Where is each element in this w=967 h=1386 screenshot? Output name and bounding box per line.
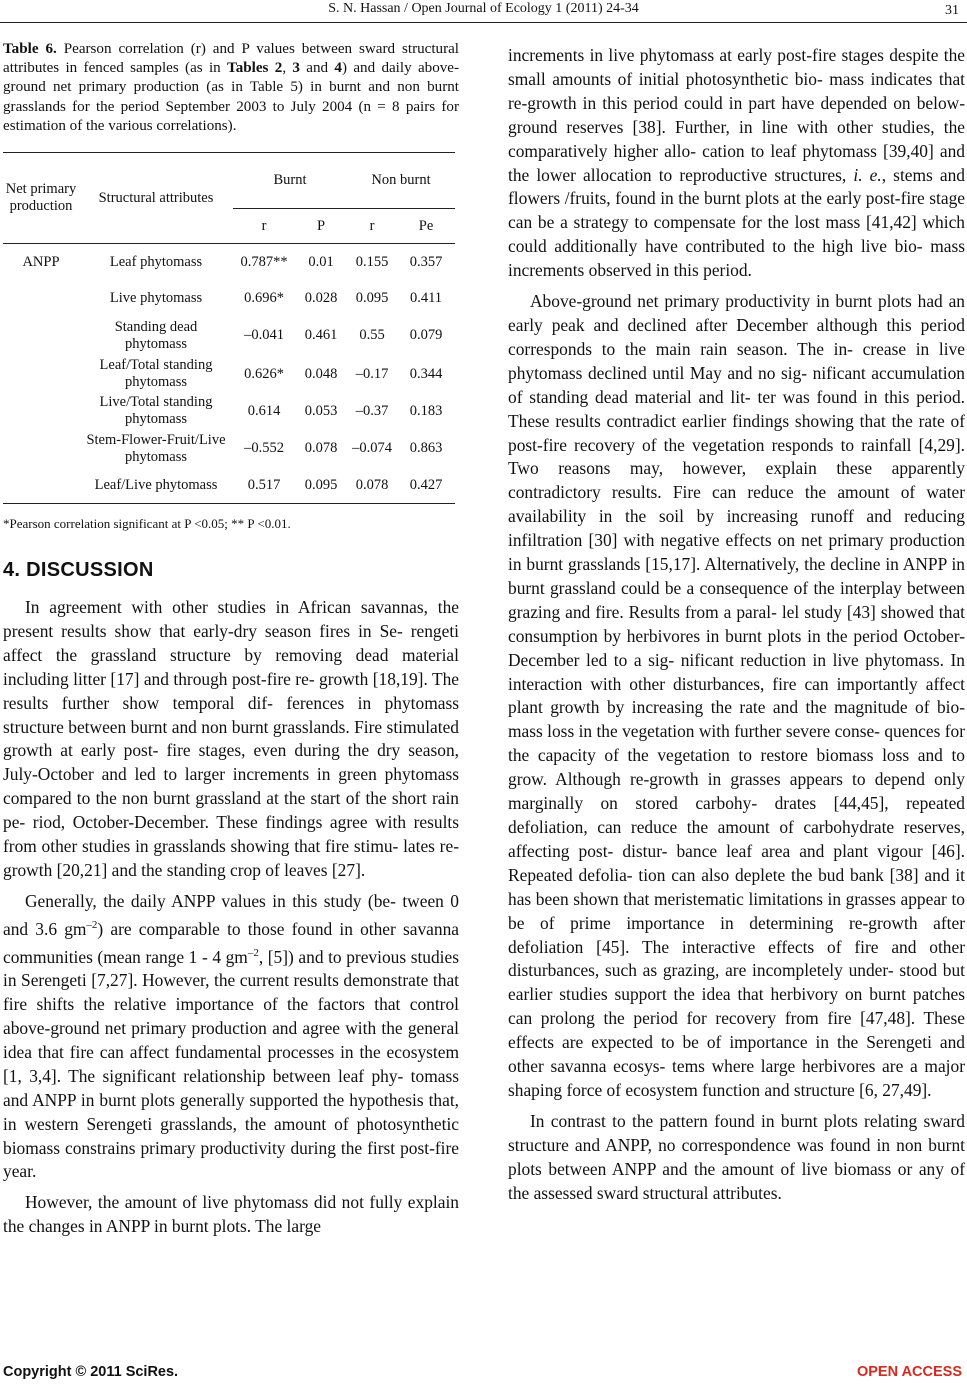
cell-attribute: Leaf phytomass	[79, 244, 233, 282]
running-title: S. N. Hassan / Open Journal of Ecology 1 (2011) 24-34	[328, 1, 639, 16]
cell-p-nonburnt: 0.863	[409, 440, 443, 457]
discussion-paragraph-3: However, the amount of live phytomass did not fully explain the changes in ANPP in burnt plots. The large	[3, 1192, 459, 1237]
cell-attribute: Stem-Flower-Fruit/Live phytomass	[86, 431, 226, 465]
cell-p-burnt: 0.078	[304, 440, 338, 457]
cell-r-burnt: 0.517	[247, 476, 281, 493]
cell-p-burnt: 0.01	[295, 244, 347, 282]
cell-npp: ANPP	[3, 244, 79, 282]
p2-text-c: , [5]) and to previous studies in Serengeti [7,27]. However, the current results demonstrate that fire shifts the relative importance of the factors that control above-ground net primary production and agree with the general idea that fire can affect fundamental processes in the ecosystem [1, 3,4]. The significant relationship between leaf phy- tomass and ANPP in burnt plots generally supported the hypothesis that, in western Serengeti grasslands, the amount of photosynthetic biomass constrains primary productivity during the first post-fire year.	[3, 946, 459, 1182]
cell-r-burnt: 0.614	[247, 402, 281, 419]
cell-r-burnt: –0.041	[244, 327, 284, 344]
cell-npp	[3, 430, 79, 468]
page-footer	[0, 1364, 967, 1386]
discussion-paragraph-1: In agreement with other studies in African savannas, the present results show that early-dry season fires in Se- rengeti affect the grassland structure by removing dead material including litter [17] and through post-fire re- growth [18,19]. The results further show temporal dif- ferences in phytomass structure between burnt and non burnt grasslands. Fire stimulated growth at early post- fire stages, even during the dry season, July-October and led to larger increments in green phytomass compared to the non burnt grassland at the start of the short rain pe- riod, October-December. These findings agree with results from other studies in grasslands showing that fire stimu- lates re-growth [20,21] and the standing crop of leaves [27].	[3, 597, 459, 880]
right-column	[508, 44, 965, 1206]
cell-r-burnt: 0.626*	[244, 365, 284, 382]
caption-sep: ,	[282, 60, 293, 77]
cell-r-nonburnt: 0.095	[355, 290, 389, 307]
section-heading: 4. DISCUSSION	[3, 559, 154, 582]
cell-p-nonburnt: 0.344	[409, 365, 443, 382]
cell-attribute: Live phytomass	[109, 290, 203, 307]
header-r-nonburnt: r	[347, 209, 397, 244]
header-npp: Net primary production	[3, 153, 79, 244]
caption-text-b: ) and daily above-ground net primary production (as in Table 5) in burnt and non burnt grasslands for the period September 2003 to July 2004 (n = 8 pairs for estimation of the various correlations).	[3, 60, 460, 134]
table-row	[3, 393, 455, 430]
right-paragraph-1	[508, 44, 965, 283]
cell-r-nonburnt: 0.55	[359, 327, 385, 344]
cell-attribute: Standing dead phytomass	[114, 318, 198, 352]
caption-and: and	[299, 60, 335, 77]
cell-npp	[3, 282, 79, 316]
rp1-text-a: increments in live phytomass at early post-fire stages despite the small amounts of initial photosynthetic bio- mass indicates that re-growth in this period could in part have depended on below-ground reserves [38]. Further, in line with other studies, the comparatively higher allo- cation to leaf phytomass [39,40] and the lower allocation to reproductive structures,	[508, 45, 965, 185]
cell-p-nonburnt: 0.183	[409, 402, 443, 419]
table-row	[3, 356, 455, 393]
cell-r-nonburnt: 0.155	[347, 244, 397, 282]
header-burnt: Burnt	[233, 153, 347, 209]
cell-npp	[3, 316, 79, 356]
header-r-burnt: r	[233, 209, 295, 244]
correlation-table	[3, 152, 455, 504]
table-footnote: *Pearson correlation significant at P <0.05; ** P <0.01.	[3, 516, 291, 532]
table-caption	[3, 40, 459, 136]
caption-ref-table3: 3	[292, 60, 300, 77]
cell-p-burnt: 0.048	[304, 365, 338, 382]
table-row	[3, 282, 455, 316]
cell-attribute: Leaf/Live phytomass	[94, 476, 218, 493]
cell-attribute: Live/Total standing phytomass	[99, 394, 213, 428]
cell-p-nonburnt: 0.079	[409, 327, 443, 344]
p2-text-a: Generally, the daily ANPP values in this study (be- tween 0 and 3.6 gm	[3, 890, 459, 939]
cell-p-nonburnt: 0.427	[409, 476, 443, 493]
table-label: Table 6.	[3, 41, 57, 57]
page-number: 31	[945, 3, 959, 18]
cell-r-nonburnt: –0.37	[355, 402, 389, 419]
cell-r-burnt: 0.696*	[244, 290, 284, 307]
table-row	[3, 430, 455, 468]
table-row	[3, 468, 455, 504]
cell-r-burnt: 0.787**	[233, 244, 295, 282]
cell-npp	[3, 468, 79, 504]
cell-npp	[3, 356, 79, 393]
rp1-ie: i. e.	[853, 164, 882, 185]
cell-r-burnt: –0.552	[244, 440, 284, 457]
cell-r-nonburnt: 0.078	[355, 476, 389, 493]
left-column	[3, 40, 459, 1239]
header-non-burnt: Non burnt	[347, 153, 455, 209]
cell-p-nonburnt: 0.357	[397, 244, 455, 282]
p2-text-b: ) are comparable to those found in other savanna communities (mean range 1 - 4 gm	[3, 918, 459, 967]
cell-p-nonburnt: 0.411	[409, 290, 443, 307]
header-p-nonburnt: Pe	[397, 209, 455, 244]
cell-attribute: Leaf/Total standing phytomass	[99, 357, 213, 391]
cell-p-burnt: 0.095	[304, 476, 338, 493]
cell-p-burnt: 0.028	[304, 290, 338, 307]
caption-ref-table2: Tables 2	[227, 60, 283, 77]
rp1-text-b: , stems and flowers /fruits, found in the burnt plots at the early post-fire stage can be a strategy to compensate for the lost mass [41,42] which could additionally have contributed to the high live bio- mass increments observed in this period.	[508, 164, 966, 281]
right-paragraph-3: In contrast to the pattern found in burnt plots relating sward structure and ANPP, no correspondence was found in non burnt plots between ANPP and the amount of live biomass or any of the assessed sward structural attributes.	[508, 1110, 965, 1203]
caption-ref-table4: 4	[334, 60, 342, 77]
table-row	[3, 316, 455, 356]
running-header	[0, 0, 967, 23]
caption-text-a: Pearson correlation (r) and P values between sward structural attributes in fenced samples (as in	[3, 41, 460, 77]
header-p-burnt: P	[295, 209, 347, 244]
discussion-paragraph-2	[3, 890, 459, 1184]
right-paragraph-2: Above-ground net primary productivity in burnt plots had an early peak and declined after December although this period corresponds to the main rain season. The in- crease in live phytomass declined until May and no sig- nificant accumulation of standing dead material and lit- ter was found in this period. These results contradict earlier findings showing that the rate of post-fire recovery of the vegetation responds to rainfall [4,29]. Two reasons may, however, explain these apparently contradictory results. Fire can reduce the amount of water availability in the soil by increasing runoff and reducing infiltration [30] with negative effects on net primary production in burnt grasslands [15,17]. Alternatively, the decline in ANPP in burnt grassland could be a consequence of the interplay between grazing and fire. Results from a paral- lel study [43] showed that consumption by herbivores in burnt plots in the period October-December led to a sig- nificant reduction in live phytomass. In interaction with other disturbances, fire can importantly affect plant growth by increasing the rate and the magnitude of bio- mass loss in the vegetation with further severe conse- quences for the capacity of the vegetation to restore biomass loss and to grow. Although re-growth in grasses appears to depend only marginally on stored carbohy- drates [44,45], repeated defoliation, can reduce the amount of carbohydrate reserves, affecting post- distur- bance leaf area and plant vigour [46]. Repeated defolia- tion can also deplete the bud bank [38] and it has been shown that meristematic limitations in grasses appear to be of prime importance in determining re-growth after defoliation [45]. The interactive effects of fire and other disturbances, such as grazing, are incompletely under- stood but earlier studies support the idea that herbivory on burnt patches can prolong the period for recovery from fire [47,48]. These effects are expected to be of importance in the Serengeti and other savanna ecosys- tems where large herbivores are a major shaping force of ecosystem function and structure [6, 27,49].	[508, 291, 965, 1100]
cell-p-burnt: 0.053	[304, 402, 338, 419]
cell-r-nonburnt: –0.074	[352, 440, 392, 457]
p2-superscript-1: –2	[86, 918, 98, 931]
open-access-label: OPEN ACCESS	[856, 1364, 962, 1380]
cell-npp	[3, 393, 79, 430]
header-structural-attributes: Structural attributes	[79, 153, 233, 244]
cell-r-nonburnt: –0.17	[355, 365, 389, 382]
p2-superscript-2: –2	[247, 946, 259, 959]
table-row	[3, 244, 455, 282]
cell-p-burnt: 0.461	[304, 327, 338, 344]
copyright-notice: Copyright © 2011 SciRes.	[3, 1364, 179, 1380]
